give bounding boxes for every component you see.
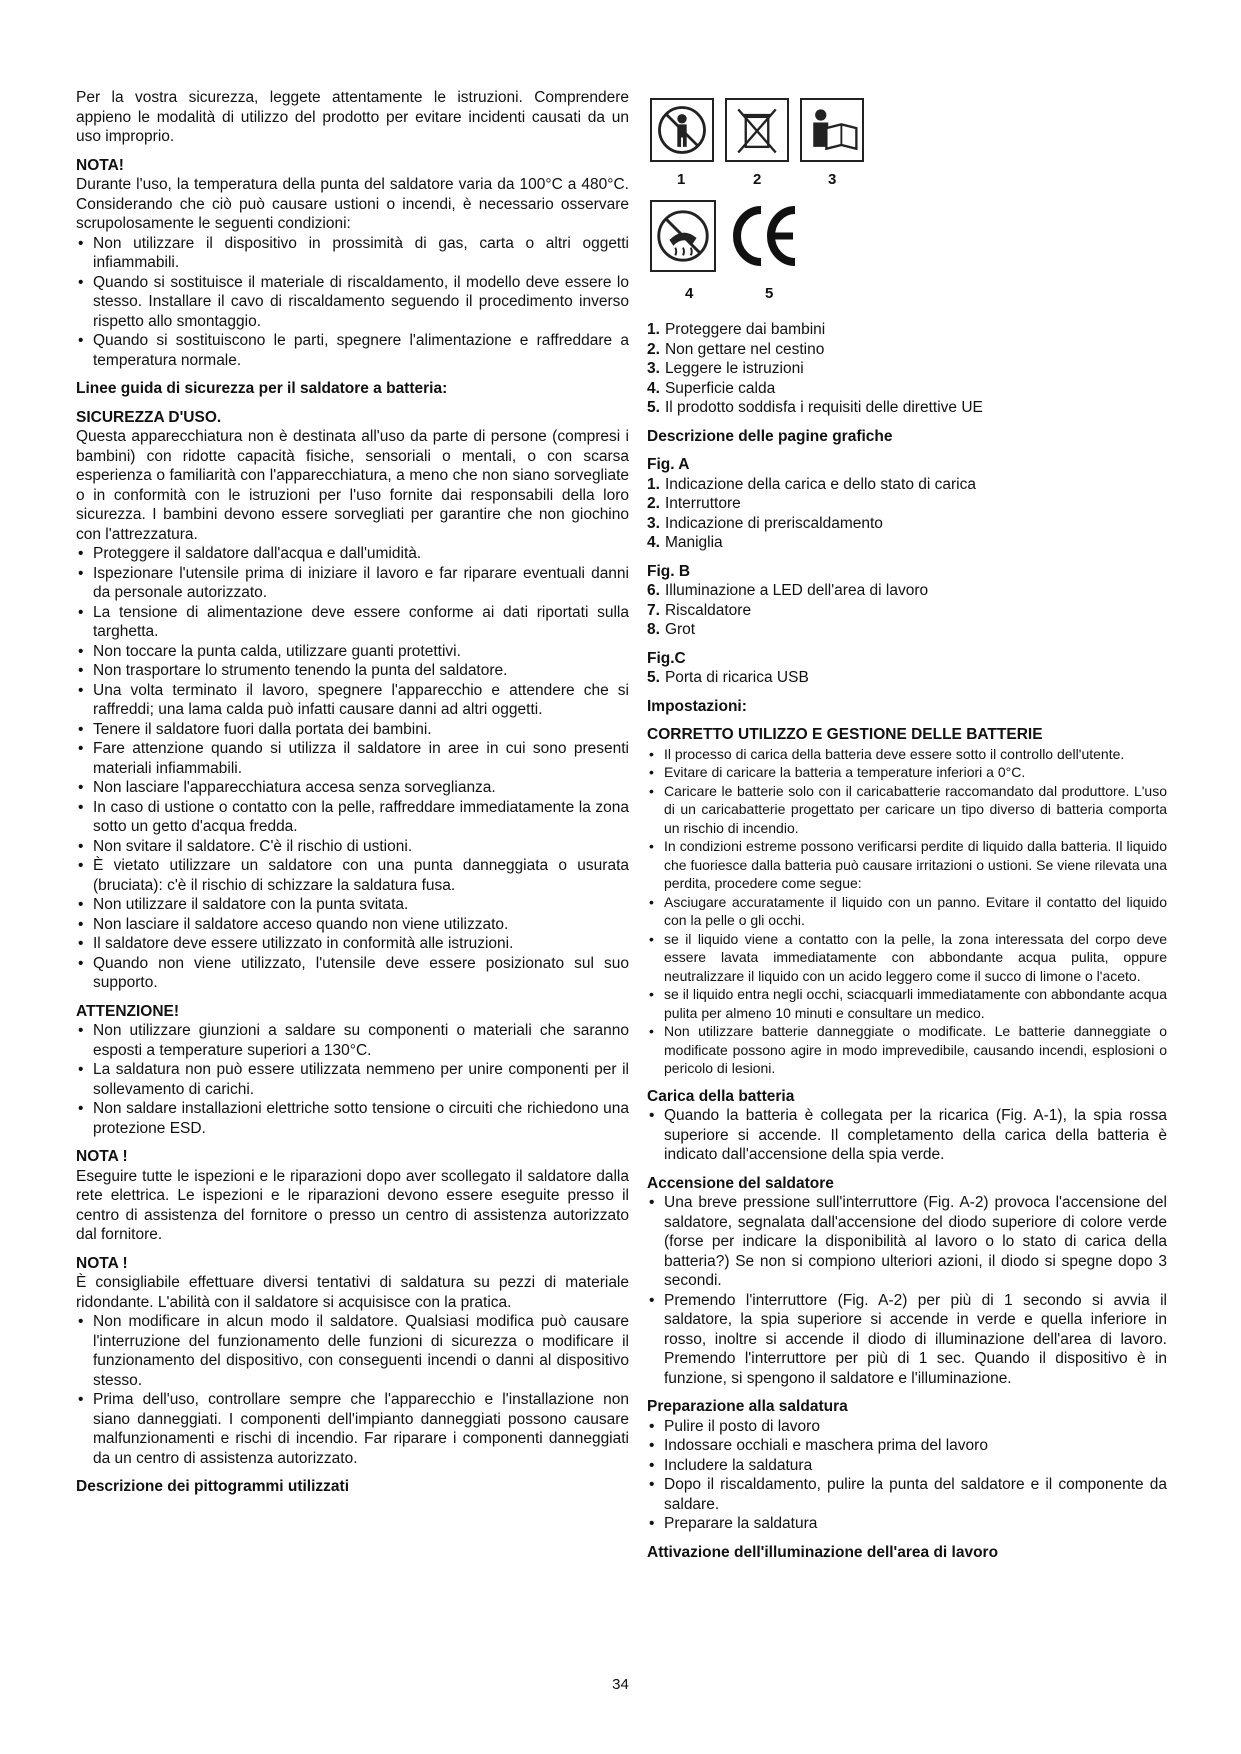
use-safety-text: Questa apparecchiatura non è destinata all'uso da parte di persone (compresi i bambini) con ridotte capacità fisiche, sensoriali o mentali, o con scarsa esperienza o familiarità con l'apparecchiatura, a meno che non siano sorvegliate o in conformità con le istruzioni per l'uso fornite dai responsabili della loro sicurezza. I bambini devono essere sorvegliati per garantire che non giochino con l'attrezzatura. <box>76 428 629 543</box>
pictograms-heading: Descrizione dei pittogrammi utilizzati <box>76 1478 350 1495</box>
list-item: 5. Il prodotto soddisfa i requisiti delle direttive UE <box>647 399 983 416</box>
list-item: • Quando non viene utilizzato, l'utensile deve essere posizionato sul suo supporto. <box>76 954 629 993</box>
graphics-heading: Descrizione delle pagine grafiche <box>647 427 893 445</box>
nota1-text: Durante l'uso, la temperatura della punta del saldatore varia da 100°C a 480°C. Considerando che ciò può causare ustioni o incendi, è necessario osservare scrupolosamente le seguenti condizioni: <box>76 176 629 232</box>
list-item: 1. Proteggere dai bambini <box>647 321 826 338</box>
read-manual-icon <box>800 98 864 162</box>
list-item: • La tensione di alimentazione deve essere conforme ai dati riportati sulla targhetta. <box>76 603 629 642</box>
attention-list <box>76 1021 629 1138</box>
ce-mark-icon <box>729 200 799 272</box>
list-item: 3. Leggere le istruzioni <box>647 360 804 377</box>
crossed-bin-icon <box>725 98 789 162</box>
preparation-heading: Preparazione alla saldatura <box>647 1398 848 1415</box>
pictogram-number: 5 <box>765 285 774 302</box>
list-item: • Non lasciare l'apparecchiatura accesa senza sorveglianza. <box>76 778 629 798</box>
list-item: • Tenere il saldatore fuori dalla portata dei bambini. <box>76 720 629 740</box>
list-item: • Il saldatore deve essere utilizzato in conformità alle istruzioni. <box>76 934 629 954</box>
attention-heading: ATTENZIONE! <box>76 1002 180 1020</box>
list-item: 4. Maniglia <box>647 534 723 551</box>
no-children-icon <box>650 98 714 162</box>
charge-heading: Carica della batteria <box>647 1087 795 1105</box>
list-item: • Non trasportare lo strumento tenendo la punta del saldatore. <box>76 661 629 681</box>
nota3-text: È consigliabile effettuare diversi tentativi di saldatura su pezzi di materiale ridondante. L'abilità con il saldatore si acquisisce con la pratica. <box>76 1274 629 1311</box>
guidelines-heading: Linee guida di sicurezza per il saldatore a batteria: <box>76 380 448 397</box>
list-item: • Pulire il posto di lavoro <box>647 1417 1167 1437</box>
list-item: 6. Illuminazione a LED dell'area di lavoro <box>647 582 929 599</box>
list-item: • Non utilizzare giunzioni a saldare su componenti o materiali che saranno esposti a temperature superiori a 130°C. <box>76 1021 629 1060</box>
list-item: • In condizioni estreme possono verificarsi perdite di liquido dalla batteria. Il liquido che fuoriesce dalla batteria può causare irritazioni o ustioni. Se viene rilevata una perdita, procedere come segue: <box>647 837 1167 893</box>
list-item: • Quando si sostituiscono le parti, spegnere l'alimentazione e raffreddare a temperatura normale. <box>76 331 629 370</box>
list-item: • Una volta terminato il lavoro, spegnere l'apparecchio e attendere che si raffreddi; una lama calda può infatti causare danni ad altri oggetti. <box>76 681 629 720</box>
list-item: • Fare attenzione quando si utilizza il saldatore in aree in cui sono presenti materiali infiammabili. <box>76 739 629 778</box>
pictogram-number: 1 <box>677 171 686 188</box>
list-item: • Includere la saldatura <box>647 1456 1167 1476</box>
fig-c-list <box>647 668 1167 688</box>
charge-list <box>647 1106 1167 1165</box>
fig-a-list <box>647 475 1167 553</box>
nota2-text: Eseguire tutte le ispezioni e le riparazioni dopo aver scollegato il saldatore dalla rete elettrica. Le ispezioni e le riparazioni devono essere eseguite presso il centro di assistenza del fornitore o presso un centro di assistenza autorizzato dal fornitore. <box>76 1167 629 1243</box>
list-item: 2. Interruttore <box>647 495 741 512</box>
fig-a-heading: Fig. A <box>647 456 690 473</box>
preparation-list <box>647 1417 1167 1534</box>
list-item: • Evitare di caricare la batteria a temperature inferiori a 0°C. <box>647 763 1167 782</box>
list-item: 2. Non gettare nel cestino <box>647 340 825 358</box>
list-item: • Quando si sostituisce il materiale di riscaldamento, il modello deve essere lo stesso. Installare il cavo di riscaldamento seguendo il procedimento inverso rispetto allo smontaggio. <box>76 273 629 332</box>
list-item: • Non svitare il saldatore. C'è il rischio di ustioni. <box>76 837 629 857</box>
fig-c-heading: Fig.C <box>647 649 686 667</box>
list-item: • Dopo il riscaldamento, pulire la punta del saldatore e il componente da saldare. <box>647 1475 1167 1514</box>
list-item: • se il liquido entra negli occhi, sciacquarli immediatamente con abbondante acqua pulita per almeno 10 minuti e consultare un medico. <box>647 985 1167 1022</box>
pictogram-legend <box>647 320 1167 418</box>
list-item: • In caso di ustione o contatto con la pelle, raffreddare immediatamente la zona sotto un getto d'acqua fredda. <box>76 798 629 837</box>
list-item: • Non toccare la punta calda, utilizzare guanti protettivi. <box>76 642 629 662</box>
intro-text: Per la vostra sicurezza, leggete attentamente le istruzioni. Comprendere appieno le modalità di utilizzo del prodotto per evitare incidenti causati da un uso improprio. <box>76 89 629 145</box>
use-safety-list <box>76 544 629 993</box>
power-on-list <box>647 1193 1167 1388</box>
fig-b-list <box>647 581 1167 640</box>
list-item: • La saldatura non può essere utilizzata nemmeno per unire componenti per il sollevamento di carichi. <box>76 1060 629 1099</box>
list-item: • Preparare la saldatura <box>647 1514 1167 1534</box>
list-item: • Proteggere il saldatore dall'acqua e dall'umidità. <box>76 544 629 564</box>
pictogram-number: 2 <box>753 171 762 188</box>
battery-heading: CORRETTO UTILIZZO E GESTIONE DELLE BATTERIE <box>647 726 1043 743</box>
nota1-title: NOTA! <box>76 156 124 174</box>
list-item: 1. Indicazione della carica e dello stato di carica <box>647 475 976 493</box>
list-item: • Non utilizzare il dispositivo in prossimità di gas, carta o altri oggetti infiammabili. <box>76 234 629 273</box>
list-item: 7. Riscaldatore <box>647 601 752 619</box>
list-item: • Il processo di carica della batteria deve essere sotto il controllo dell'utente. <box>647 745 1167 764</box>
pictograms <box>647 88 1167 320</box>
list-item: 8. Grot <box>647 621 696 638</box>
nota3-list <box>76 1312 629 1468</box>
hot-surface-icon <box>650 200 716 272</box>
list-item: • Asciugare accuratamente il liquido con un panno. Evitare il contatto del liquido con la pelle o gli occhi. <box>647 893 1167 930</box>
list-item: • Non saldare installazioni elettriche sotto tensione o circuiti che richiedono una protezione ESD. <box>76 1099 629 1138</box>
list-item: • Quando la batteria è collegata per la ricarica (Fig. A-1), la spia rossa superiore si accende. Il completamento della carica della batteria è indicato dall'accensione della spia verde. <box>647 1106 1167 1165</box>
list-item: • È vietato utilizzare un saldatore con una punta danneggiata o usurata (bruciata): c'è il rischio di schizzare la saldatura fusa. <box>76 856 629 895</box>
work-light-heading: Attivazione dell'illuminazione dell'area di lavoro <box>647 1543 999 1561</box>
list-item: • Non utilizzare batterie danneggiate o modificate. Le batterie danneggiate o modificate possono agire in modo imprevedibile, causando incendi, esplosioni o pericolo di lesioni. <box>647 1022 1167 1078</box>
battery-list <box>647 745 1167 1078</box>
page-number: 34 <box>612 1676 629 1693</box>
list-item: • Una breve pressione sull'interruttore (Fig. A-2) provoca l'accensione del saldatore, segnalata dall'accensione del diodo superiore di colore verde (forse per indicare la disponibilità al lavoro o lo stato di carica della batteria?) Se non si compiono ulteriori azioni, il diodo si spegne dopo 3 secondi. <box>647 1193 1167 1291</box>
list-item: • Prima dell'uso, controllare sempre che l'apparecchio e l'installazione non siano danneggiati. I componenti dell'impianto danneggiati possono causare malfunzionamenti e rischi di incendio. Far riparare i componenti danneggiati da un centro di assistenza autorizzato. <box>76 1390 629 1468</box>
fig-b-heading: Fig. B <box>647 562 691 580</box>
nota2-title: NOTA ! <box>76 1148 128 1165</box>
list-item: 3. Indicazione di preriscaldamento <box>647 514 883 532</box>
list-item: • Ispezionare l'utensile prima di iniziare il lavoro e far riparare eventuali danni da personale autorizzato. <box>76 564 629 603</box>
list-item: • Non modificare in alcun modo il saldatore. Qualsiasi modifica può causare l'interruzione del funzionamento delle funzioni di sicurezza o modificare il funzionamento del dispositivo, con conseguenti incendi o danni al dispositivo stesso. <box>76 1312 629 1390</box>
right-column <box>647 88 1167 1562</box>
use-safety-heading: SICUREZZA D'USO. <box>76 408 222 426</box>
list-item: • Indossare occhiali e maschera prima del lavoro <box>647 1436 1167 1456</box>
list-item: • Non lasciare il saldatore acceso quando non viene utilizzato. <box>76 915 629 935</box>
left-column <box>76 88 629 1497</box>
list-item: • Premendo l'interruttore (Fig. A-2) per più di 1 secondo si avvia il saldatore, la spia superiore si accende in verde e quella inferiore in rosso, inoltre si accende il diodo di illuminazione dell'area di lavoro. Premendo l'interruttore per più di 1 sec. Quando il dispositivo è in funzione, si spengono il saldatore e l'illuminazione. <box>647 1291 1167 1389</box>
power-on-heading: Accensione del saldatore <box>647 1174 834 1192</box>
nota1-list <box>76 234 629 371</box>
list-item: 4. Superficie calda <box>647 379 776 397</box>
settings-heading: Impostazioni: <box>647 697 747 715</box>
pictogram-number: 3 <box>828 171 837 188</box>
list-item: • Non utilizzare il saldatore con la punta svitata. <box>76 895 629 915</box>
list-item: • Caricare le batterie solo con il caricabatterie raccomandato dal produttore. L'uso di un caricabatterie progettato per caricare un tipo diverso di batteria comporta un rischio di incendio. <box>647 782 1167 838</box>
pictogram-number: 4 <box>685 285 694 302</box>
nota3-title: NOTA ! <box>76 1254 128 1272</box>
list-item: 5. Porta di ricarica USB <box>647 669 809 686</box>
list-item: • se il liquido viene a contatto con la pelle, la zona interessata del corpo deve essere lavata immediatamente con abbondante acqua pulita, oppure neutralizzare il liquido con un acido leggero come il succo di limone o l'aceto. <box>647 930 1167 986</box>
